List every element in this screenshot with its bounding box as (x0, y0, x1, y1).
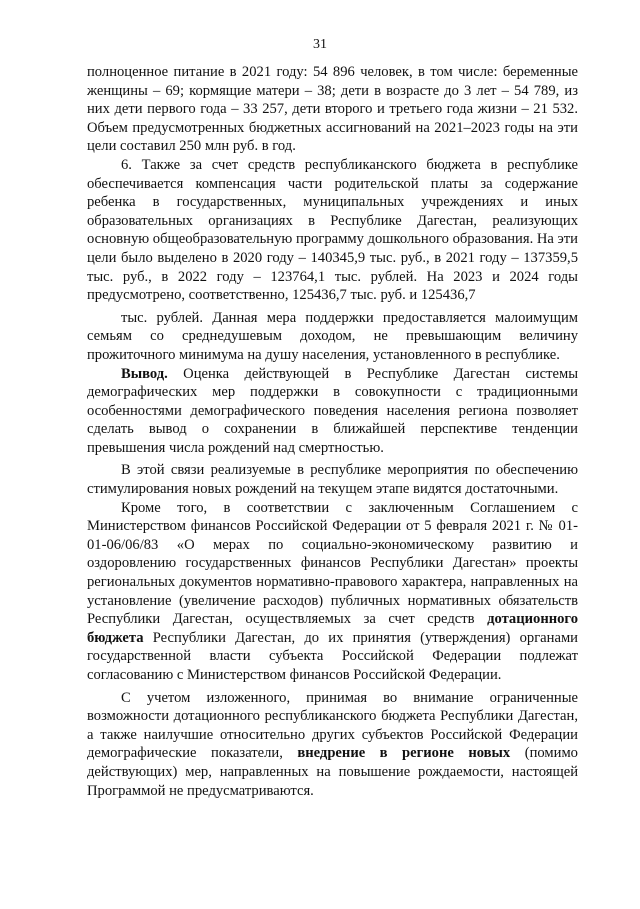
paragraph (87, 461, 578, 498)
text-run: полноценное питание в 2021 году: 54 896 человек, в том числе: беременные женщины – 69; кормящие матери – 38; дети в возрасте до 3 лет – 54 789, из них дети первого года – 33 257, дети второго и третьего года жизни – 21 532. Объем предусмотренных бюджетных ассигнований на 2021–2023 годы на эти цели составил 250 млн руб. в год. (87, 64, 578, 155)
paragraph (87, 689, 578, 801)
text-run: С учетом изложенного, принимая во внимание ограниченные возможности дотационного республиканского бюджета Республики Дагестан, а также наилучшие относительно других субъектов Российской Федерации демографические показатели, (87, 689, 578, 762)
paragraph (87, 63, 578, 156)
paragraph (87, 499, 578, 685)
paragraph (87, 309, 578, 365)
bold-text-run: внедрение в регионе новых (297, 745, 511, 762)
text-run: В этой связи реализуемые в республике мероприятия по обеспечению стимулирования новых рождений на текущем этапе видятся достаточными. (87, 462, 578, 498)
bold-text-run: дотационного бюджета (87, 611, 578, 646)
text-run: 6. Также за счет средств республиканского бюджета в республике обеспечивается компенсация части родительской платы за содержание ребенка в государственных, муниципальных учреждениях и иных образовательных организациях в Республике Дагестан, реализующих основную общеобразовательную программу дошкольного образования. На эти цели было выделено в 2020 году – 140345,9 тыс. руб., в 2021 году – 137359,5 тыс. руб., в 2022 году – 123764,1 тыс. рублей. На 2023 и 2024 годы предусмотрено, соответственно, 125436,7 тыс. руб. и 125436,7 (87, 156, 578, 304)
text-run: (помимо действующих) мер, направленных на повышение рождаемости, настоящей Программой не предусматриваются. (87, 745, 578, 799)
bold-text-run: Вывод. (121, 365, 168, 382)
document-body (87, 63, 578, 800)
paragraph (87, 156, 578, 305)
text-run: тыс. рублей. Данная мера поддержки предоставляется малоимущим семьям со среднедушевым доходом, не превышающим величину прожиточного минимума на душу населения, установленного в республике. (87, 309, 578, 363)
text-run: Кроме того, в соответствии с заключенным Соглашением с Министерством финансов Российской Федерации от 5 февраля 2021 г. № 01-01-06/06/83 «О мерах по социально-экономическому развитию и оздоровлению государственных финансов Республики Дагестан» проекты региональных документов нормативно-правового характера, направленных на установление (увеличение расходов) публичных нормативных обязательств Республики Дагестан, осуществляемых за счет средств (87, 499, 578, 628)
text-run: Оценка действующей в Республике Дагестан системы демографических мер поддержки в совокупности с традиционными особенностями демографического поведения населения региона позволяет сделать вывод о сохранении в ближайшей перспективе тенденции превышения числа рождений над смертностью. (87, 365, 578, 456)
page-number: 31 (313, 37, 327, 52)
paragraph (87, 365, 578, 458)
text-run: Республики Дагестан, до их принятия (утверждения) органами государственной власти субъекта Российской Федерации подлежат согласованию с Министерством финансов Российской Федерации. (87, 629, 578, 683)
